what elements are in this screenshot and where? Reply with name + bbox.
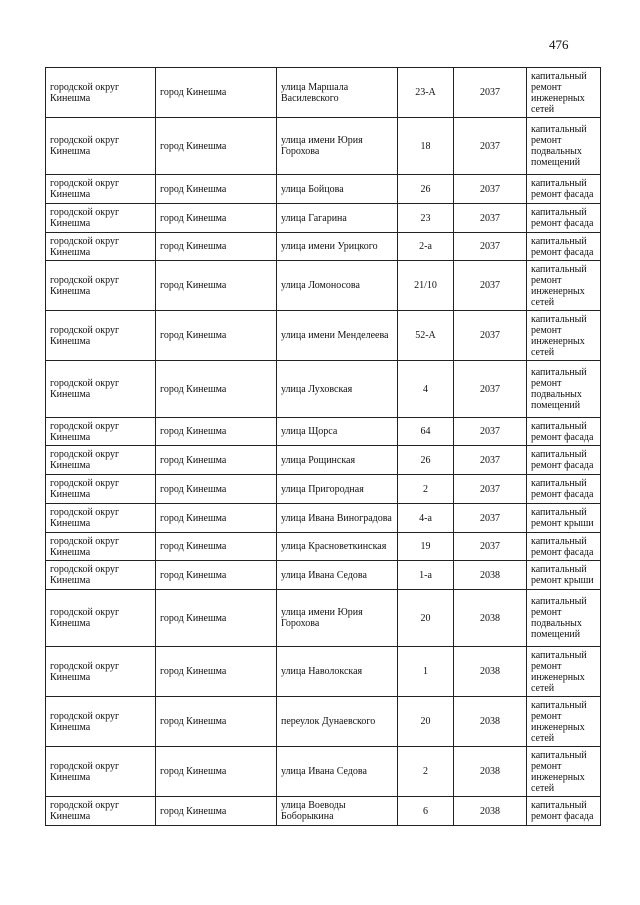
city-cell: город Кинешма bbox=[156, 647, 277, 697]
city-cell: город Кинешма bbox=[156, 446, 277, 475]
work-type-cell: капитальный ремонт инженерных сетей bbox=[527, 697, 601, 747]
table-row bbox=[46, 475, 601, 504]
district-cell: городской округ Кинешма bbox=[46, 118, 156, 175]
year-cell: 2037 bbox=[454, 418, 527, 446]
house-cell: 52-А bbox=[398, 311, 454, 361]
year-cell: 2037 bbox=[454, 261, 527, 311]
city-cell: город Кинешма bbox=[156, 175, 277, 204]
district-cell: городской округ Кинешма bbox=[46, 261, 156, 311]
street-cell: улица Пригородная bbox=[277, 475, 398, 504]
house-cell: 64 bbox=[398, 418, 454, 446]
city-cell: город Кинешма bbox=[156, 311, 277, 361]
street-cell: улица Воеводы Боборыкина bbox=[277, 797, 398, 826]
street-cell: улица Наволокская bbox=[277, 647, 398, 697]
street-cell: улица имени Юрия Горохова bbox=[277, 118, 398, 175]
street-cell: улица Гагарина bbox=[277, 204, 398, 233]
city-cell: город Кинешма bbox=[156, 747, 277, 797]
district-cell: городской округ Кинешма bbox=[46, 311, 156, 361]
year-cell: 2038 bbox=[454, 747, 527, 797]
work-type-cell: капитальный ремонт инженерных сетей bbox=[527, 647, 601, 697]
house-cell: 4 bbox=[398, 361, 454, 418]
district-cell: городской округ Кинешма bbox=[46, 233, 156, 261]
district-cell: городской округ Кинешма bbox=[46, 504, 156, 533]
work-type-cell: капитальный ремонт фасада bbox=[527, 233, 601, 261]
work-type-cell: капитальный ремонт фасада bbox=[527, 204, 601, 233]
district-cell: городской округ Кинешма bbox=[46, 647, 156, 697]
table-row bbox=[46, 590, 601, 647]
city-cell: город Кинешма bbox=[156, 533, 277, 561]
street-cell: переулок Дунаевского bbox=[277, 697, 398, 747]
table-row bbox=[46, 747, 601, 797]
table-row bbox=[46, 446, 601, 475]
city-cell: город Кинешма bbox=[156, 590, 277, 647]
year-cell: 2038 bbox=[454, 561, 527, 590]
house-cell: 1 bbox=[398, 647, 454, 697]
district-cell: городской округ Кинешма bbox=[46, 533, 156, 561]
table-row bbox=[46, 647, 601, 697]
page-number: 476 bbox=[549, 37, 569, 52]
work-type-cell: капитальный ремонт крыши bbox=[527, 561, 601, 590]
work-type-cell: капитальный ремонт подвальных помещений bbox=[527, 590, 601, 647]
work-type-cell: капитальный ремонт фасада bbox=[527, 175, 601, 204]
house-cell: 20 bbox=[398, 697, 454, 747]
house-cell: 20 bbox=[398, 590, 454, 647]
city-cell: город Кинешма bbox=[156, 504, 277, 533]
house-cell: 6 bbox=[398, 797, 454, 826]
house-cell: 2 bbox=[398, 747, 454, 797]
city-cell: город Кинешма bbox=[156, 361, 277, 418]
house-cell: 4-а bbox=[398, 504, 454, 533]
street-cell: улица Ивана Седова bbox=[277, 561, 398, 590]
work-type-cell: капитальный ремонт фасада bbox=[527, 475, 601, 504]
district-cell: городской округ Кинешма bbox=[46, 68, 156, 118]
table-row bbox=[46, 261, 601, 311]
house-cell: 23-А bbox=[398, 68, 454, 118]
street-cell: улица имени Менделеева bbox=[277, 311, 398, 361]
city-cell: город Кинешма bbox=[156, 68, 277, 118]
street-cell: улица Луховская bbox=[277, 361, 398, 418]
street-cell: улица Ивана Седова bbox=[277, 747, 398, 797]
work-type-cell: капитальный ремонт фасада bbox=[527, 533, 601, 561]
year-cell: 2038 bbox=[454, 697, 527, 747]
street-cell: улица Бойцова bbox=[277, 175, 398, 204]
table-row bbox=[46, 68, 601, 118]
work-type-cell: капитальный ремонт подвальных помещений bbox=[527, 361, 601, 418]
house-cell: 2 bbox=[398, 475, 454, 504]
year-cell: 2037 bbox=[454, 233, 527, 261]
year-cell: 2037 bbox=[454, 118, 527, 175]
district-cell: городской округ Кинешма bbox=[46, 747, 156, 797]
city-cell: город Кинешма bbox=[156, 233, 277, 261]
work-type-cell: капитальный ремонт инженерных сетей bbox=[527, 747, 601, 797]
city-cell: город Кинешма bbox=[156, 697, 277, 747]
year-cell: 2037 bbox=[454, 446, 527, 475]
street-cell: улица Щорса bbox=[277, 418, 398, 446]
city-cell: город Кинешма bbox=[156, 204, 277, 233]
year-cell: 2038 bbox=[454, 797, 527, 826]
city-cell: город Кинешма bbox=[156, 561, 277, 590]
work-type-cell: капитальный ремонт инженерных сетей bbox=[527, 311, 601, 361]
city-cell: город Кинешма bbox=[156, 418, 277, 446]
table-row bbox=[46, 697, 601, 747]
district-cell: городской округ Кинешма bbox=[46, 561, 156, 590]
year-cell: 2037 bbox=[454, 175, 527, 204]
work-type-cell: капитальный ремонт подвальных помещений bbox=[527, 118, 601, 175]
table-row bbox=[46, 118, 601, 175]
district-cell: городской округ Кинешма bbox=[46, 204, 156, 233]
city-cell: город Кинешма bbox=[156, 118, 277, 175]
year-cell: 2037 bbox=[454, 68, 527, 118]
table-row bbox=[46, 533, 601, 561]
city-cell: город Кинешма bbox=[156, 797, 277, 826]
year-cell: 2037 bbox=[454, 504, 527, 533]
district-cell: городской округ Кинешма bbox=[46, 797, 156, 826]
table-row bbox=[46, 311, 601, 361]
district-cell: городской округ Кинешма bbox=[46, 446, 156, 475]
table-row bbox=[46, 175, 601, 204]
year-cell: 2037 bbox=[454, 533, 527, 561]
table-row bbox=[46, 233, 601, 261]
table-row bbox=[46, 504, 601, 533]
street-cell: улица Рощинская bbox=[277, 446, 398, 475]
year-cell: 2038 bbox=[454, 590, 527, 647]
house-cell: 18 bbox=[398, 118, 454, 175]
work-type-cell: капитальный ремонт крыши bbox=[527, 504, 601, 533]
city-cell: город Кинешма bbox=[156, 475, 277, 504]
repair-schedule-table bbox=[45, 67, 601, 826]
house-cell: 26 bbox=[398, 446, 454, 475]
street-cell: улица Красноветкинская bbox=[277, 533, 398, 561]
street-cell: улица Маршала Василевского bbox=[277, 68, 398, 118]
street-cell: улица Ивана Виноградова bbox=[277, 504, 398, 533]
year-cell: 2037 bbox=[454, 361, 527, 418]
year-cell: 2037 bbox=[454, 204, 527, 233]
house-cell: 23 bbox=[398, 204, 454, 233]
table-row bbox=[46, 204, 601, 233]
street-cell: улица имени Юрия Горохова bbox=[277, 590, 398, 647]
house-cell: 21/10 bbox=[398, 261, 454, 311]
work-type-cell: капитальный ремонт инженерных сетей bbox=[527, 261, 601, 311]
year-cell: 2037 bbox=[454, 311, 527, 361]
work-type-cell: капитальный ремонт фасада bbox=[527, 418, 601, 446]
table-body bbox=[46, 68, 601, 826]
street-cell: улица имени Урицкого bbox=[277, 233, 398, 261]
city-cell: город Кинешма bbox=[156, 261, 277, 311]
table-row bbox=[46, 418, 601, 446]
house-cell: 2-а bbox=[398, 233, 454, 261]
district-cell: городской округ Кинешма bbox=[46, 418, 156, 446]
year-cell: 2037 bbox=[454, 475, 527, 504]
work-type-cell: капитальный ремонт фасада bbox=[527, 797, 601, 826]
year-cell: 2038 bbox=[454, 647, 527, 697]
house-cell: 1-а bbox=[398, 561, 454, 590]
work-type-cell: капитальный ремонт фасада bbox=[527, 446, 601, 475]
district-cell: городской округ Кинешма bbox=[46, 175, 156, 204]
table-row bbox=[46, 361, 601, 418]
district-cell: городской округ Кинешма bbox=[46, 475, 156, 504]
table-row bbox=[46, 561, 601, 590]
district-cell: городской округ Кинешма bbox=[46, 361, 156, 418]
street-cell: улица Ломоносова bbox=[277, 261, 398, 311]
district-cell: городской округ Кинешма bbox=[46, 697, 156, 747]
district-cell: городской округ Кинешма bbox=[46, 590, 156, 647]
table-row bbox=[46, 797, 601, 826]
house-cell: 26 bbox=[398, 175, 454, 204]
work-type-cell: капитальный ремонт инженерных сетей bbox=[527, 68, 601, 118]
house-cell: 19 bbox=[398, 533, 454, 561]
